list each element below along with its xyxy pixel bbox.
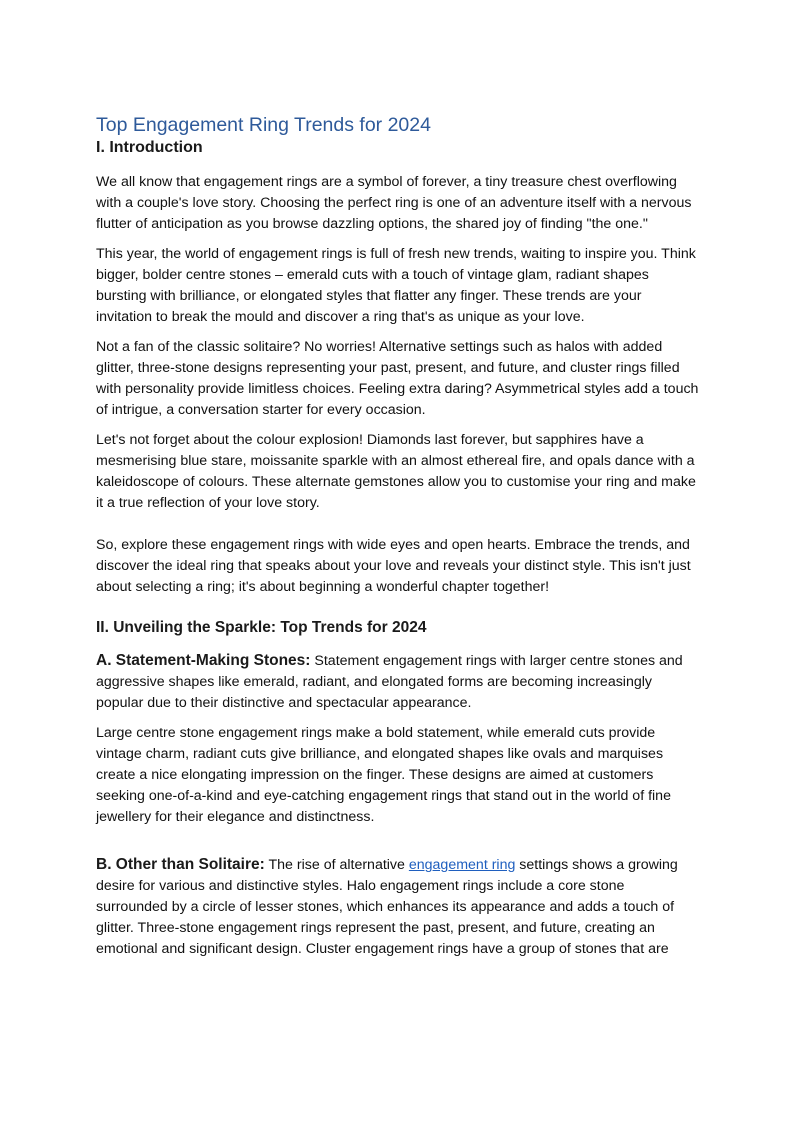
intro-paragraph-3: Not a fan of the classic solitaire? No worries! Alternative settings such as halos with added glitter, three-stone designs representing your past, present, and future, and cluster rings filled with personality provide limitless choices. Feeling extra daring? Asymmetrical styles add a touch of intrigue, a conversation starter for every occasion.	[96, 339, 699, 418]
intro-paragraph-2: This year, the world of engagement rings is full of fresh new trends, waiting to inspire you. Think bigger, bolder centre stones – emerald cuts with a touch of vintage glam, radiant shapes bursting with brilliance, or elongated styles that flatter any finger. These trends are your invitation to break the mould and discover a ring that's as unique as your love.	[96, 246, 696, 325]
intro-paragraph-1: We all know that engagement rings are a symbol of forever, a tiny treasure chest overflowing with a couple's love story. Choosing the perfect ring is one of an adventure itself with a nervous flutter of anticipation as you browse dazzling options, the shared joy of finding "the one."	[96, 174, 692, 232]
intro-paragraph-4: Let's not forget about the colour explosion! Diamonds last forever, but sapphires have a mesmerising blue stare, moissanite sparkle with an almost ethereal fire, and opals dance with a kaleidoscope of colours. These alternate gemstones allow you to customise your ring and make it a true reflection of your love story.	[96, 432, 696, 511]
section-spacer	[96, 837, 700, 854]
paragraph-spacer	[96, 523, 700, 535]
engagement-ring-link[interactable]: engagement ring	[408, 857, 516, 873]
document-title: Top Engagement Ring Trends for 2024	[96, 114, 431, 136]
trends-heading: II. Unveiling the Sparkle: Top Trends for 2024	[96, 619, 427, 636]
trend-a-paragraph-2: Large centre stone engagement rings make a bold statement, while emerald cuts provide vintage charm, radiant cuts give brilliance, and elongated shapes like ovals and marquises create a nice elongating impression on the finger. These designs are aimed at customers seeking one-of-a-kind and eye-catching engagement rings that stand out in the world of fine jewellery for their elegance and distinctness.	[96, 725, 671, 825]
trend-a-text: Statement engagement rings with larger centre stones and aggressive shapes like emerald, radiant, and elongated forms are becoming increasingly popular due to their distinctive and spectacular appearance.	[96, 653, 683, 711]
intro-heading: I. Introduction	[96, 139, 203, 156]
trend-b-text-before-link: The rise of alternative	[264, 857, 409, 873]
trend-b-lead: B. Other than Solitaire:	[96, 856, 265, 873]
trend-a-paragraph	[96, 650, 700, 714]
document-page	[96, 112, 700, 969]
trend-b-paragraph	[96, 854, 700, 960]
trend-b-text-after-link: settings shows a growing desire for various and distinctive styles. Halo engagement rings include a core stone surrounded by a circle of lesser stones, which enhances its appearance and adds a touch of glitter. Three-stone engagement rings represent the past, present, and future, creating an emotional and significant design. Cluster engagement rings have a group of stones that are	[96, 857, 678, 957]
trend-a-lead: A. Statement-Making Stones:	[96, 652, 311, 669]
intro-paragraph-5: So, explore these engagement rings with wide eyes and open hearts. Embrace the trends, and discover the ideal ring that speaks about your love and reveals your distinct style. This isn't just about selecting a ring; it's about beginning a wonderful chapter together!	[96, 537, 691, 595]
